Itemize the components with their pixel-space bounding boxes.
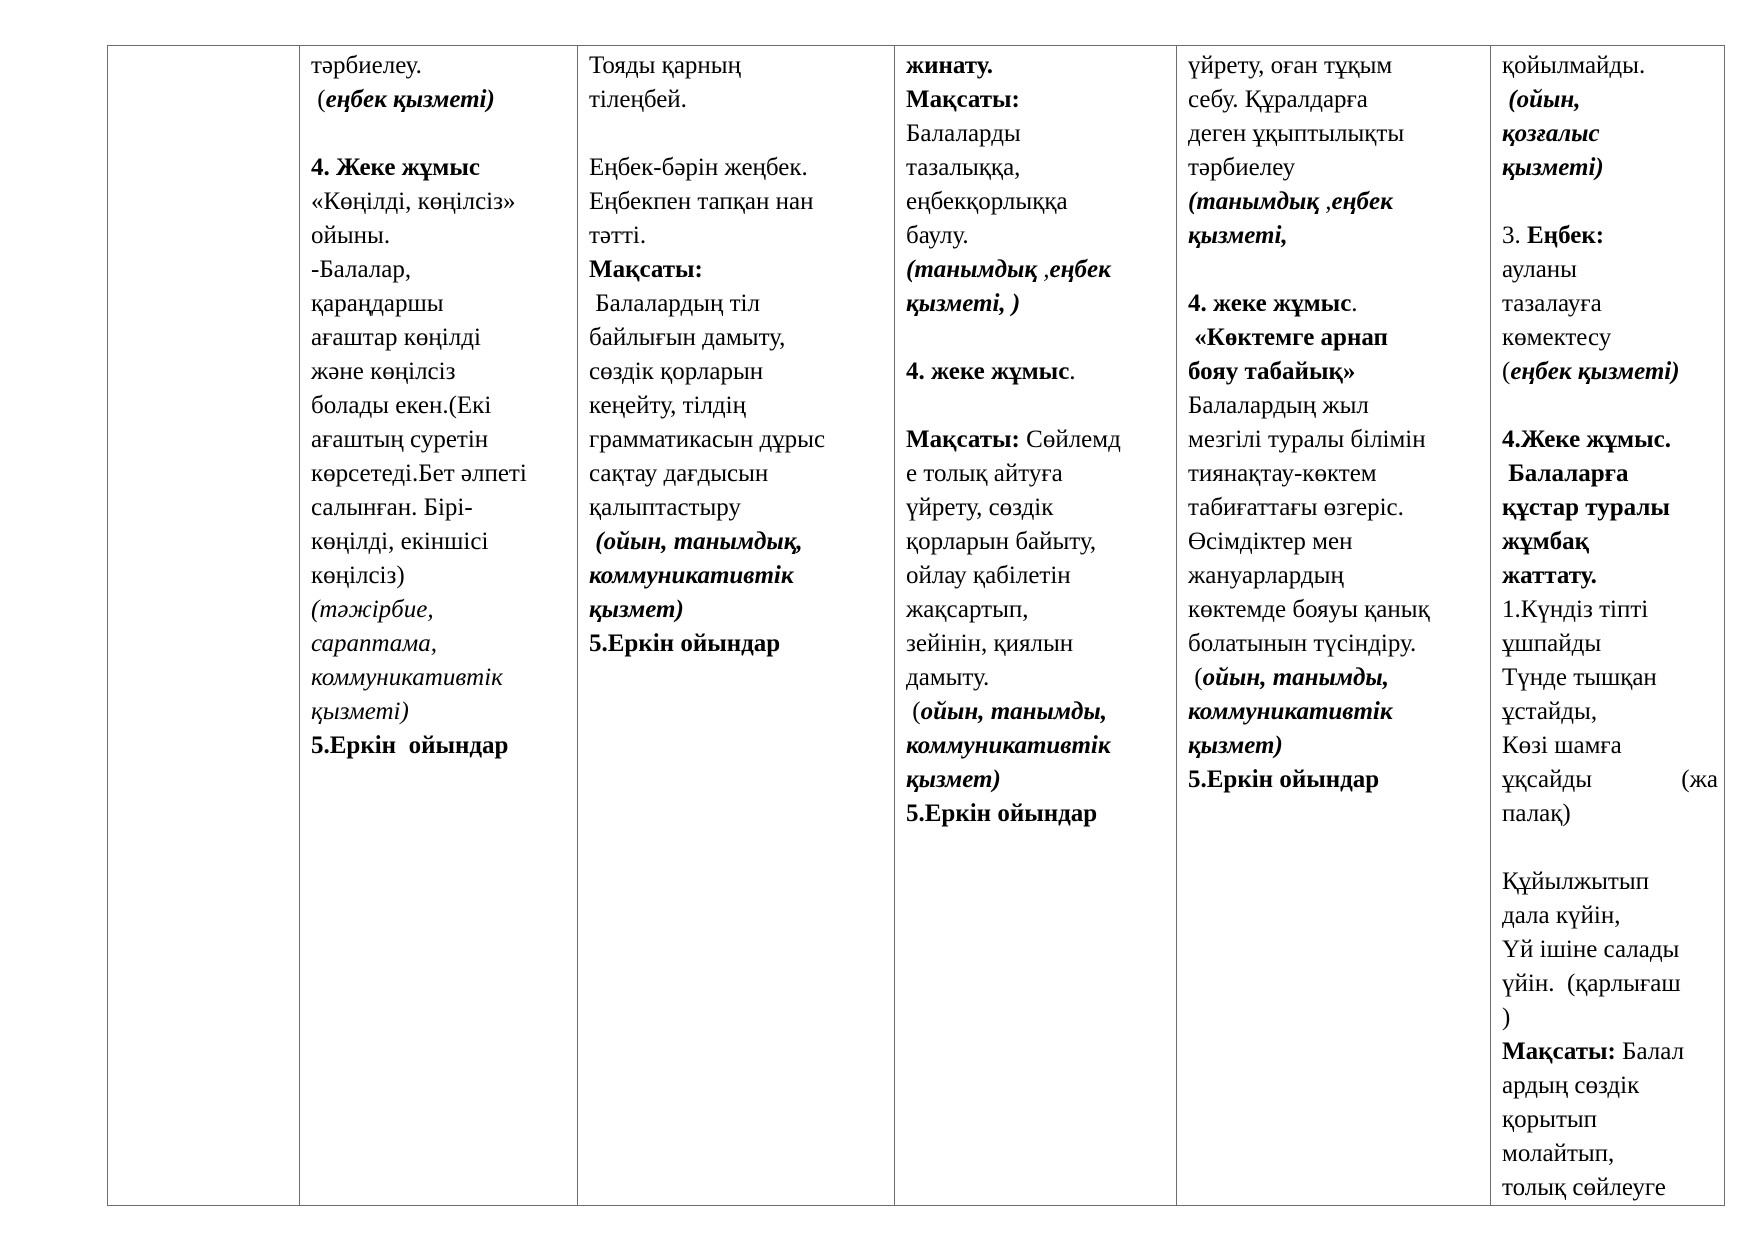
text-line: [1188, 185, 1484, 219]
table-cell-col-1: [300, 46, 578, 1206]
text-run: көңілді, екіншісі: [311, 528, 489, 555]
text-run: Құйылжытып: [1502, 868, 1649, 895]
text-run: Мақсаты:: [906, 426, 1020, 453]
text-run: көктемде бояуы қанық: [1188, 596, 1430, 623]
text-run: ұстайды,: [1502, 698, 1598, 725]
text-line: [311, 627, 571, 661]
text-line: [1502, 865, 1718, 899]
text-run: Мақсаты:: [1502, 1038, 1616, 1065]
text-run: 5.Еркін ойындар: [1188, 766, 1380, 793]
text-line: [1188, 355, 1484, 389]
text-run: қызмет): [906, 766, 1001, 793]
text-run: қалыптастыру: [589, 494, 741, 521]
text-run: Үй ішіне салады: [1502, 936, 1680, 963]
text-run: және көңілсіз: [311, 358, 456, 385]
text-line: [1188, 151, 1484, 185]
text-line: [1502, 1069, 1718, 1103]
text-run: 4. жеке жұмыс: [1188, 290, 1352, 317]
text-line: [906, 559, 1170, 593]
text-line: [311, 287, 571, 321]
text-line: [1188, 729, 1484, 763]
text-line: [1502, 695, 1718, 729]
table-cell-col-2: [578, 46, 895, 1206]
text-run: қозғалыс: [1502, 120, 1600, 147]
text-line: [1502, 967, 1718, 1001]
text-line: [1188, 83, 1484, 117]
text-run: сөздік қорларын: [589, 358, 764, 385]
text-run: Балалардың тіл: [589, 290, 760, 317]
text-run: қызметі,: [1188, 222, 1288, 249]
text-line: [589, 491, 888, 525]
text-line: [1502, 151, 1718, 185]
text-line: [589, 389, 888, 423]
text-line: [1502, 797, 1718, 831]
text-line: [906, 117, 1170, 151]
text-line: [906, 355, 1170, 389]
text-run: Көзі шамға: [1502, 732, 1622, 759]
text-run: 5.Еркін ойындар: [589, 630, 781, 657]
text-line: [311, 117, 571, 151]
text-line: [1502, 423, 1718, 457]
text-line: [906, 729, 1170, 763]
text-run: молайтып,: [1502, 1140, 1615, 1167]
text-run: қызмет): [1188, 732, 1283, 759]
text-run: 5.Еркін ойындар: [906, 800, 1098, 827]
text-line: [1188, 117, 1484, 151]
text-run: бояу табайық»: [1188, 358, 1356, 385]
text-run: Сөйлемд: [1019, 426, 1121, 453]
text-run: мезгілі туралы білімін: [1188, 426, 1426, 453]
text-run: коммуникативтік: [311, 664, 503, 691]
text-run: еңбек қызметі): [325, 86, 495, 113]
text-line: [311, 491, 571, 525]
text-run: коммуникативтік: [906, 732, 1111, 759]
text-run: 4.Жеке жұмыс.: [1502, 426, 1671, 453]
text-line: [311, 593, 571, 627]
text-run: (ойын, танымдық,: [589, 528, 803, 555]
text-run: қорытып: [1502, 1106, 1598, 1133]
text-run: жаттату.: [1502, 562, 1597, 589]
text-line: [1502, 83, 1718, 117]
text-line: [906, 695, 1170, 729]
text-line: [1188, 525, 1484, 559]
plan-table: [107, 45, 1725, 1206]
text-line: [906, 491, 1170, 525]
text-run: 4. Жеке жұмыс: [311, 154, 480, 181]
text-line: [589, 151, 888, 185]
table-cell-col-0: [108, 46, 300, 1206]
text-line: [1188, 763, 1484, 797]
text-line: [906, 321, 1170, 355]
text-line: [1502, 185, 1718, 219]
text-run: 4. жеке жұмыс: [906, 358, 1070, 385]
text-run: жақсартып,: [906, 596, 1029, 623]
text-run: (: [1188, 664, 1203, 691]
text-run: (танымдық: [1188, 188, 1320, 215]
text-run: «Көңілді, көңілсіз»: [311, 188, 516, 215]
text-run: ): [1502, 1004, 1511, 1031]
text-run: деген ұқыптылықты: [1188, 120, 1405, 147]
text-line: [311, 389, 571, 423]
text-run: тиянақтау-көктем: [1188, 460, 1377, 487]
text-run: еңбек: [1049, 256, 1111, 283]
text-line: [589, 525, 888, 559]
text-line: [311, 49, 571, 83]
text-run: көмектесу: [1502, 324, 1612, 351]
text-run: (: [1502, 358, 1511, 385]
text-run: ардың сөздік: [1502, 1072, 1640, 1099]
text-run: болады екен.(Екі: [311, 392, 492, 419]
text-run: 1.Күндіз тіпті: [1502, 596, 1649, 623]
text-line: [906, 49, 1170, 83]
text-line: [589, 117, 888, 151]
text-run: Балаларға: [1502, 460, 1629, 487]
text-run: қызмет): [589, 596, 684, 623]
text-line: [1502, 219, 1718, 253]
text-run: үйрету, сөздік: [906, 494, 1054, 521]
text-run: тәрбиелеу.: [311, 52, 422, 79]
text-run: (жа: [1681, 766, 1718, 793]
text-run: үйрету, оған тұқым: [1188, 52, 1393, 79]
text-run: зейінін, қиялын: [906, 630, 1074, 657]
text-line: [1502, 355, 1718, 389]
text-line: [906, 151, 1170, 185]
text-line: [589, 83, 888, 117]
text-line: [1502, 253, 1718, 287]
text-line: [1502, 593, 1718, 627]
text-line: [1188, 253, 1484, 287]
text-line: [589, 253, 888, 287]
text-run: ұшпайды: [1502, 630, 1602, 657]
text-run: қызметі): [311, 698, 409, 725]
text-line: [1188, 321, 1484, 355]
text-run: тілеңбей.: [589, 86, 687, 113]
text-line: [906, 797, 1170, 831]
text-line: [906, 389, 1170, 423]
text-line: [906, 287, 1170, 321]
text-run: 5.Еркін ойындар: [311, 732, 509, 759]
text-line: [906, 219, 1170, 253]
text-run: Еңбекпен тапқан нан: [589, 188, 814, 215]
text-line: [1188, 219, 1484, 253]
text-run: жануарлардың: [1188, 562, 1344, 589]
text-run: байлығын дамыту,: [589, 324, 786, 351]
text-line: [311, 253, 571, 287]
text-line: [1188, 389, 1484, 423]
text-run: .: [1351, 290, 1358, 317]
text-line: [1502, 457, 1718, 491]
text-line: [1188, 661, 1484, 695]
text-run: ұқсайды: [1502, 766, 1593, 793]
text-line: [311, 355, 571, 389]
text-line: [906, 525, 1170, 559]
text-line: [1188, 593, 1484, 627]
text-line: [1188, 627, 1484, 661]
text-line: [589, 627, 888, 661]
text-line: [589, 423, 888, 457]
text-line: [1502, 1171, 1718, 1205]
text-run: себу. Құралдарға: [1188, 86, 1368, 113]
text-line: [1188, 423, 1484, 457]
text-run: ағаштар көңілді: [311, 324, 481, 351]
text-line: [311, 321, 571, 355]
text-line: [311, 423, 571, 457]
text-line: [1502, 933, 1718, 967]
text-run: қараңдаршы: [311, 290, 444, 317]
text-run: ағаштың суретін: [311, 426, 489, 453]
text-line: [906, 661, 1170, 695]
text-line: [906, 185, 1170, 219]
text-run: болатынын түсіндіру.: [1188, 630, 1417, 657]
text-run: үйін. (қарлығаш: [1502, 970, 1681, 997]
text-line: [906, 457, 1170, 491]
text-line: [1502, 491, 1718, 525]
text-run: Балалардың жыл: [1188, 392, 1369, 419]
text-run: грамматикасын дұрыс: [589, 426, 826, 453]
text-run: кеңейту, тілдің: [589, 392, 746, 419]
text-run: баулу.: [906, 222, 969, 249]
text-run: сақтау дағдысын: [589, 460, 769, 487]
text-run: «Көктемге арнап: [1188, 324, 1388, 351]
text-run: (танымдық: [906, 256, 1038, 283]
text-line: [1188, 695, 1484, 729]
table-row: [108, 46, 1725, 1206]
text-run: тәтті.: [589, 222, 647, 249]
text-run: толық сөйлеуге: [1502, 1174, 1666, 1201]
text-run: еңбекқорлыққа: [906, 188, 1068, 215]
text-line: [311, 525, 571, 559]
text-line: [1502, 627, 1718, 661]
text-run: Түнде тышқан: [1502, 664, 1657, 691]
text-line: [1502, 49, 1718, 83]
text-line: [1502, 389, 1718, 423]
text-line: [589, 321, 888, 355]
table-cell-col-4: [1177, 46, 1491, 1206]
text-run: (: [906, 698, 921, 725]
text-run: коммуникативтік: [1188, 698, 1393, 725]
text-run: ойын, танымды,: [1202, 664, 1390, 691]
text-run: еңбек қызметі): [1510, 358, 1680, 385]
text-line: [311, 695, 571, 729]
text-line: [1502, 831, 1718, 865]
text-line: [1502, 1103, 1718, 1137]
text-run: құстар туралы: [1502, 494, 1670, 521]
text-run: (ойын,: [1502, 86, 1581, 113]
text-run: ойын, танымды,: [920, 698, 1108, 725]
text-line: [1502, 1035, 1718, 1069]
text-run: ауланы: [1502, 256, 1577, 283]
text-run: -Балалар,: [311, 256, 412, 283]
text-line: [1502, 1001, 1718, 1035]
text-line: [906, 253, 1170, 287]
text-line: [311, 151, 571, 185]
text-run: коммуникативтік: [589, 562, 794, 589]
text-line: [589, 185, 888, 219]
text-run: ойлау қабілетін: [906, 562, 1071, 589]
text-run: 3.: [1502, 222, 1527, 249]
text-run: дамыту.: [906, 664, 990, 691]
text-line: [1502, 321, 1718, 355]
text-run: еңбек: [1331, 188, 1393, 215]
text-line: [906, 763, 1170, 797]
text-line: [311, 185, 571, 219]
text-line: [1502, 661, 1718, 695]
text-line: [906, 83, 1170, 117]
text-line: [589, 355, 888, 389]
text-line: [1502, 899, 1718, 933]
text-run: Еңбек:: [1527, 222, 1605, 249]
text-run: салынған. Бірі-: [311, 494, 473, 521]
text-run: Тояды қарның: [589, 52, 741, 79]
text-run: қорларын байыту,: [906, 528, 1097, 555]
text-run: жұмбақ: [1502, 528, 1590, 555]
text-run: көңілсіз): [311, 562, 405, 589]
text-line: [1188, 287, 1484, 321]
text-line: [311, 219, 571, 253]
text-run: .: [1069, 358, 1076, 385]
text-line: [1502, 287, 1718, 321]
text-line: [1188, 49, 1484, 83]
text-line: [311, 661, 571, 695]
text-run: Мақсаты:: [906, 86, 1020, 113]
table-cell-col-3: [895, 46, 1177, 1206]
text-run: Балаларды: [906, 120, 1021, 147]
text-run: тазалыққа,: [906, 154, 1021, 181]
text-line: [1502, 559, 1718, 593]
table-cell-col-5: [1491, 46, 1725, 1206]
text-line: [311, 457, 571, 491]
text-line: [311, 559, 571, 593]
text-line: [1502, 729, 1718, 763]
text-run: тазалауға: [1502, 290, 1602, 317]
text-line: [1502, 763, 1718, 797]
text-line: [589, 219, 888, 253]
text-line: [1188, 491, 1484, 525]
text-line: [1502, 525, 1718, 559]
text-run: көрсетеді.Бет әлпеті: [311, 460, 527, 487]
text-line: [1188, 559, 1484, 593]
text-line: [589, 559, 888, 593]
text-line: [589, 593, 888, 627]
text-run: ,: [1037, 256, 1050, 283]
text-run: қойылмайды.: [1502, 52, 1646, 79]
text-run: палақ): [1502, 800, 1571, 827]
text-line: [906, 423, 1170, 457]
text-run: тәрбиелеу: [1188, 154, 1296, 181]
text-run: дала күйін,: [1502, 902, 1621, 929]
text-line: [906, 627, 1170, 661]
text-run: Еңбек-бәрін жеңбек.: [589, 154, 808, 181]
text-run: қызметі, ): [906, 290, 1021, 317]
text-run: сараптама,: [311, 630, 438, 657]
text-line: [311, 83, 571, 117]
text-line: [589, 49, 888, 83]
text-run: е толық айтуға: [906, 460, 1063, 487]
text-run: табиғаттағы өзгеріс.: [1188, 494, 1404, 521]
text-run: ,: [1319, 188, 1332, 215]
text-run: қызметі): [1502, 154, 1604, 181]
text-line: [589, 457, 888, 491]
text-run: (тәжірбие,: [311, 596, 434, 623]
text-line: [906, 593, 1170, 627]
text-run: Балал: [1615, 1038, 1685, 1065]
text-run: Мақсаты:: [589, 256, 703, 283]
text-run: (: [311, 86, 326, 113]
text-run: ойыны.: [311, 222, 391, 249]
text-line: [1188, 457, 1484, 491]
text-run: Өсімдіктер мен: [1188, 528, 1353, 555]
text-line: [1502, 117, 1718, 151]
text-line: [311, 729, 571, 763]
text-line: [1502, 1137, 1718, 1171]
text-line: [589, 287, 888, 321]
text-run: жинату.: [906, 52, 993, 79]
